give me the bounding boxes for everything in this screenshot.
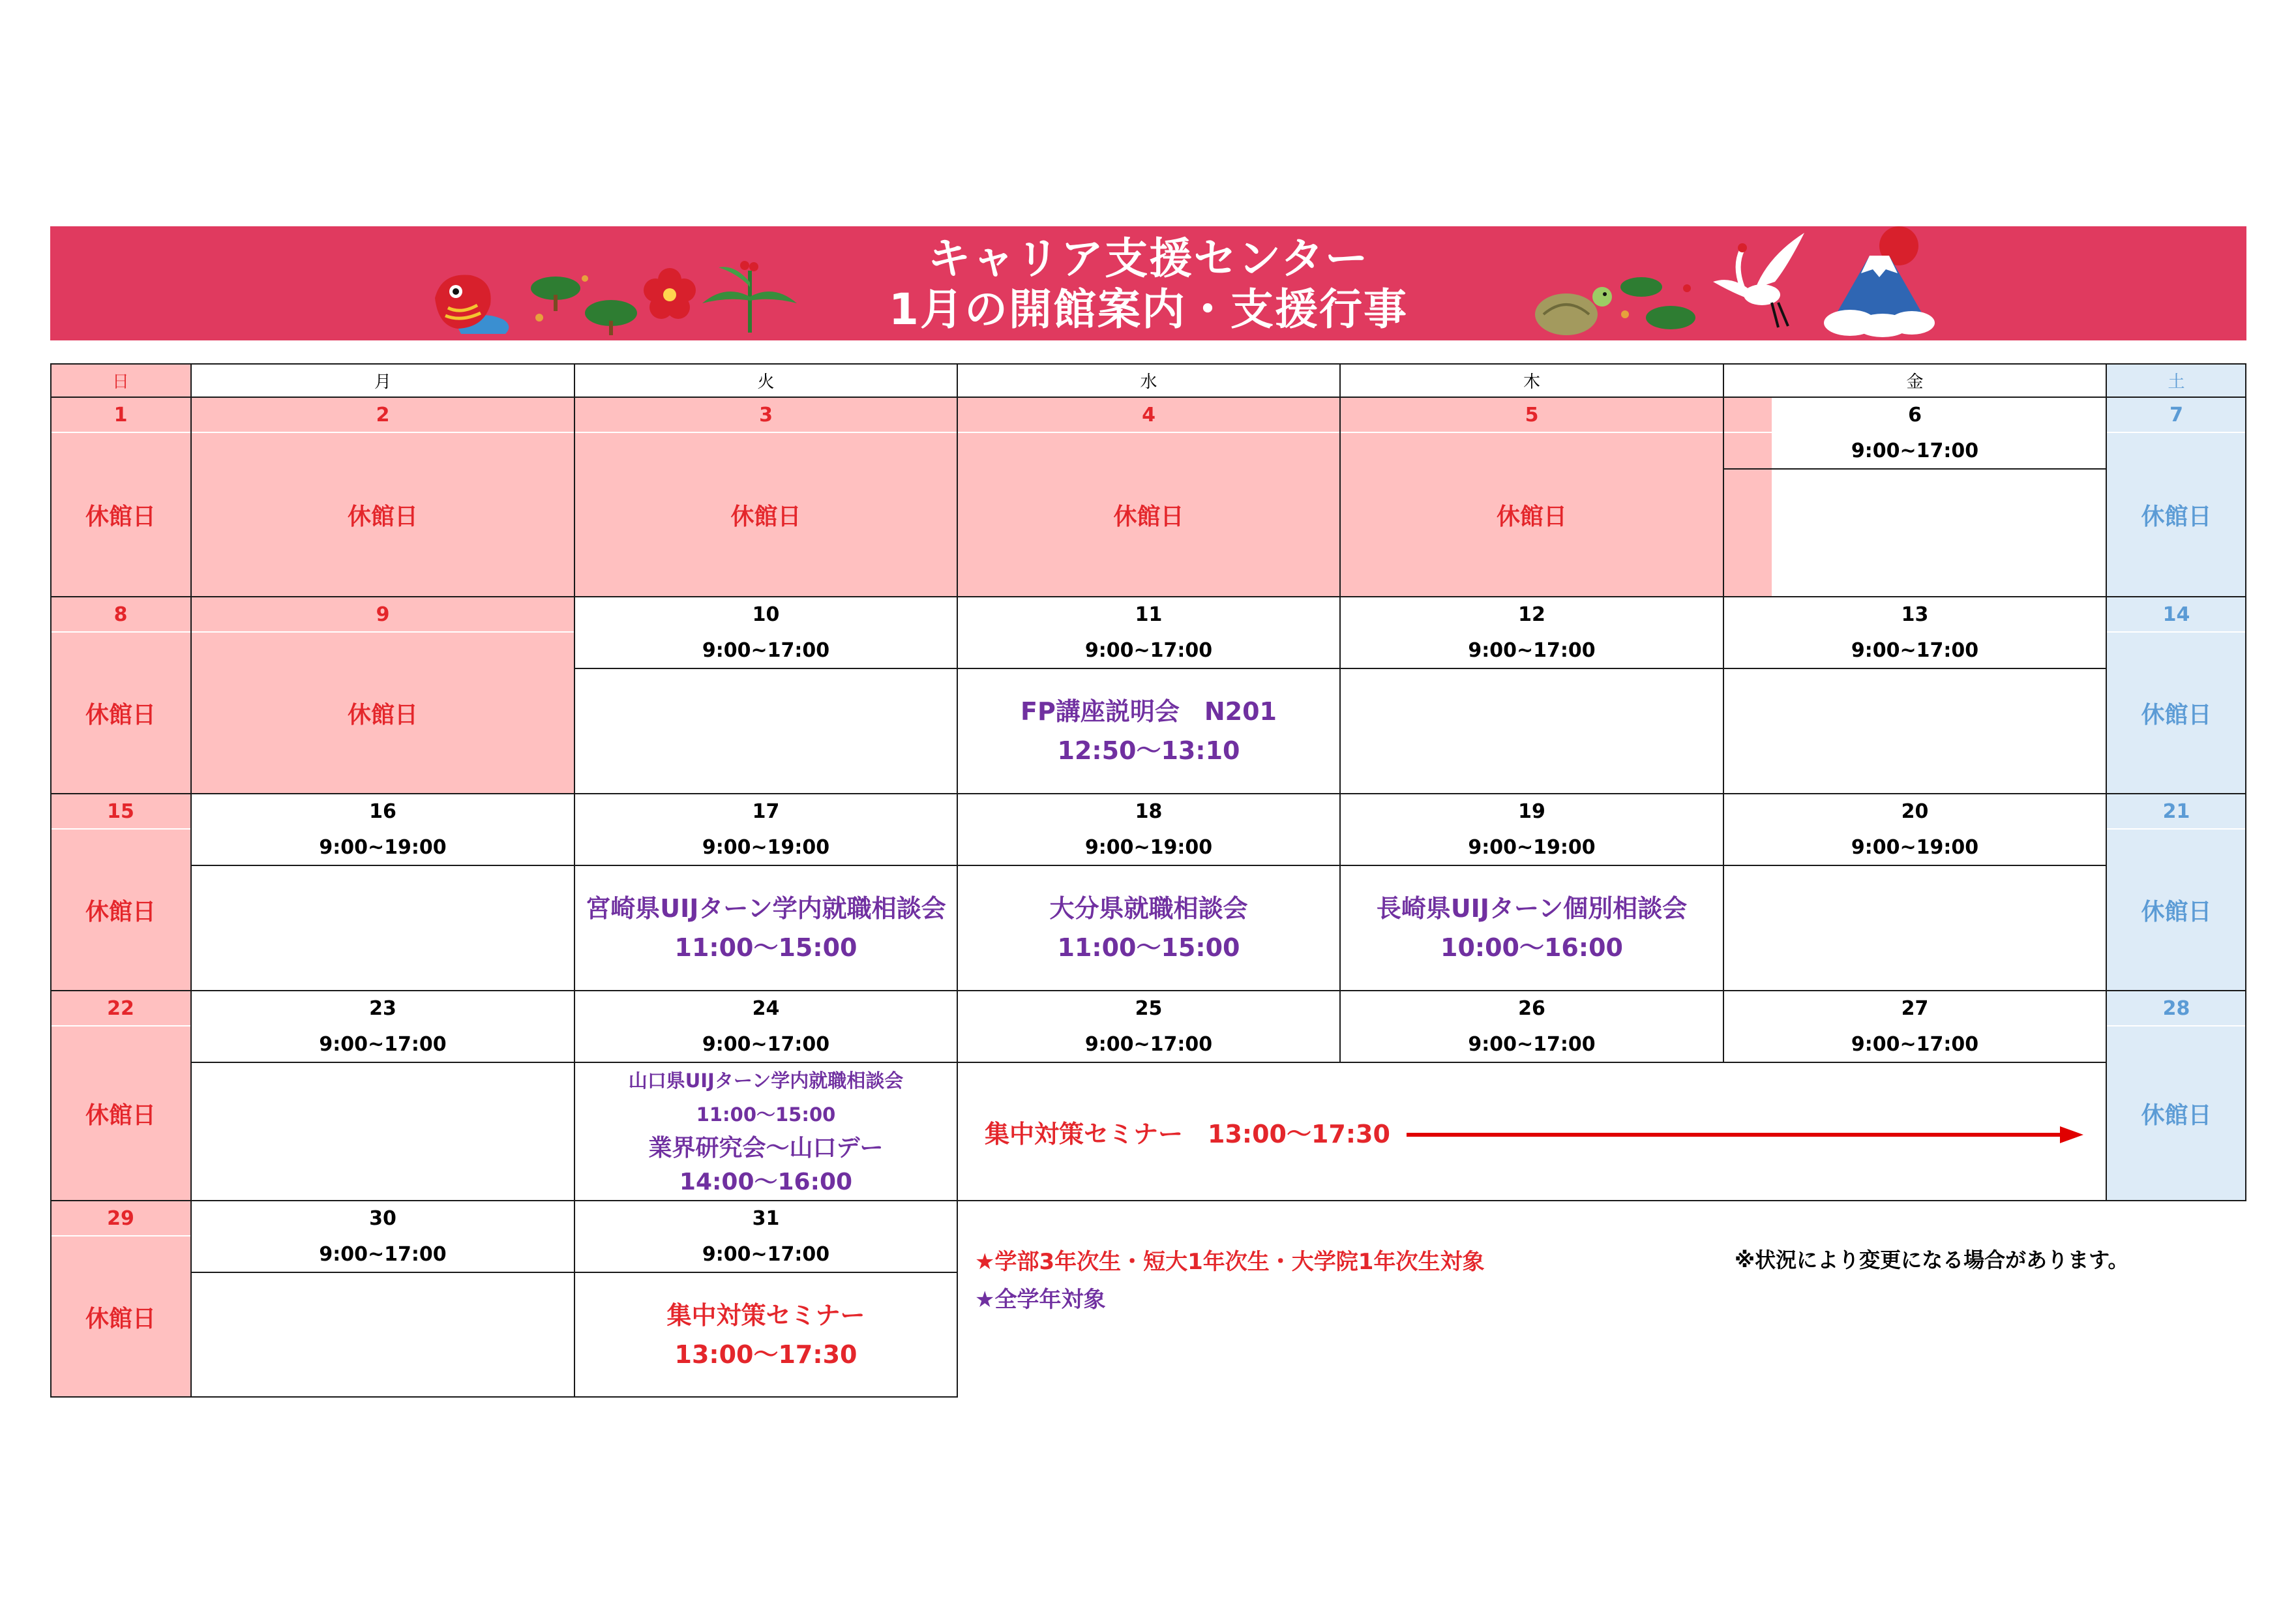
date-number: 27 — [1901, 996, 1929, 1020]
date-number: 2 — [376, 403, 390, 427]
date-number: 12 — [1518, 603, 1545, 626]
opening-hours: 9:00~17:00 — [702, 638, 830, 662]
closed-label: 休館日 — [85, 701, 156, 728]
event-time: 12:50～13:10 — [1057, 736, 1240, 765]
divider — [2106, 828, 2246, 830]
bamboo-icon — [699, 258, 800, 336]
event-oita — [957, 865, 1340, 991]
date-number: 20 — [1901, 800, 1929, 823]
weekday-header-fri: 金 — [1906, 372, 1924, 392]
weekday-header-sat: 土 — [2168, 372, 2185, 392]
event-name: FP講座説明会 N201 — [1021, 697, 1277, 726]
date-number: 4 — [1142, 403, 1155, 427]
opening-hours: 9:00~19:00 — [1084, 835, 1213, 859]
weekday-header-tue: 火 — [757, 372, 775, 392]
closed-label: 休館日 — [85, 1305, 156, 1332]
closed-label: 休館日 — [85, 1101, 156, 1129]
opening-hours: 9:00~19:00 — [702, 835, 830, 859]
closed-label: 休館日 — [2141, 503, 2212, 530]
date-number: 24 — [752, 996, 780, 1020]
event-nagasaki — [1340, 865, 1723, 991]
closed-label: 休館日 — [1496, 503, 1567, 530]
closed-label: 休館日 — [1113, 503, 1184, 530]
event-name: 業界研究会～山口デー — [648, 1135, 884, 1161]
closed-label: 休館日 — [85, 503, 156, 530]
date-number: 14 — [2162, 603, 2190, 626]
date-number: 15 — [107, 800, 134, 823]
date-number: 11 — [1135, 603, 1163, 626]
grid-line — [2106, 363, 2107, 1201]
grid-line — [191, 1062, 2106, 1063]
date-number: 5 — [1525, 403, 1539, 427]
grid-line — [50, 1396, 957, 1398]
closed-label: 休館日 — [2141, 701, 2212, 728]
sea-bream-icon — [422, 262, 520, 337]
event-miyazaki — [574, 865, 957, 991]
weekday-header-mon: 月 — [374, 372, 391, 392]
note-target-upper-years: ★学部3年次生・短大1年次生・大学院1年次生対象 — [975, 1249, 1485, 1275]
divider — [50, 432, 1772, 433]
title-banner — [50, 226, 2246, 340]
divider — [2106, 1025, 2246, 1026]
event-seminar-31 — [574, 1272, 957, 1398]
opening-hours: 9:00~19:00 — [1468, 835, 1596, 859]
date-number: 17 — [752, 800, 780, 823]
event-yamaguchi — [574, 1062, 957, 1201]
opening-hours: 9:00~17:00 — [1851, 439, 1979, 462]
date-number: 18 — [1135, 800, 1163, 823]
opening-hours: 9:00~17:00 — [319, 1032, 447, 1056]
grid-line — [574, 363, 575, 1398]
grid-line — [50, 397, 2246, 398]
grid-line — [2245, 363, 2246, 1201]
date-number: 23 — [369, 996, 396, 1020]
note-disclaimer: ※状況により変更になる場合があります。 — [1735, 1248, 2129, 1272]
grid-line — [50, 596, 2246, 597]
opening-hours: 9:00~19:00 — [319, 835, 447, 859]
plum-blossom-icon — [640, 265, 699, 324]
opening-hours: 9:00~17:00 — [1851, 1032, 1979, 1056]
divider — [50, 631, 574, 633]
date-number: 25 — [1135, 996, 1163, 1020]
date-number: 28 — [2162, 996, 2190, 1020]
date-number: 7 — [2169, 403, 2183, 427]
event-time: 10:00～16:00 — [1440, 933, 1623, 962]
weekday-header-sun: 日 — [112, 372, 129, 392]
event-time: 13:00～17:30 — [674, 1340, 857, 1369]
opening-hours: 9:00~17:00 — [319, 1242, 447, 1266]
event-time: 11:00～15:00 — [674, 933, 857, 962]
opening-hours: 9:00~19:00 — [1851, 835, 1979, 859]
opening-hours: 9:00~17:00 — [1084, 1032, 1213, 1056]
event-fp-seminar — [957, 668, 1340, 794]
date-number: 22 — [107, 996, 134, 1020]
closed-label: 休館日 — [730, 503, 801, 530]
event-name: 集中対策セミナー — [666, 1301, 865, 1330]
date-number: 16 — [369, 800, 396, 823]
opening-hours: 9:00~17:00 — [1851, 638, 1979, 662]
date-number: 26 — [1518, 996, 1545, 1020]
date-number: 1 — [113, 403, 128, 427]
grid-line — [1339, 363, 1341, 1062]
mount-fuji-icon — [1821, 226, 1938, 338]
event-time: 11:00～15:00 — [1057, 933, 1240, 962]
opening-hours: 9:00~17:00 — [1084, 638, 1213, 662]
event-time: 14:00～16:00 — [679, 1169, 853, 1195]
closed-label: 休館日 — [2141, 898, 2212, 925]
date-number: 10 — [752, 603, 780, 626]
seminar-week-label: 集中対策セミナー 13:00～17:30 — [985, 1119, 1390, 1148]
title-line-2: 1月の開館案内・支援行事 — [889, 284, 1408, 335]
date-number: 31 — [752, 1206, 780, 1230]
divider — [2106, 432, 2246, 433]
divider — [50, 1025, 191, 1026]
event-name: 長崎県UIJターン個別相談会 — [1376, 894, 1688, 923]
title-line-1: キャリア支援センター — [927, 233, 1369, 284]
divider — [2106, 631, 2246, 633]
date-number: 8 — [113, 603, 128, 626]
date-number: 6 — [1908, 403, 1922, 427]
weekday-header-wed: 水 — [1140, 372, 1157, 392]
date-number: 30 — [369, 1206, 396, 1230]
event-name: 宮崎県UIJターン学内就職相談会 — [586, 894, 946, 923]
date-number: 3 — [759, 403, 773, 427]
grid-line — [50, 363, 52, 1398]
divider — [50, 1235, 191, 1236]
date-number: 19 — [1518, 800, 1545, 823]
opening-hours: 9:00~17:00 — [702, 1242, 830, 1266]
grid-line — [50, 1200, 2246, 1201]
opening-hours: 9:00~17:00 — [1468, 638, 1596, 662]
closed-label: 休館日 — [347, 701, 418, 728]
closed-label: 休館日 — [347, 503, 418, 530]
opening-hours: 9:00~17:00 — [702, 1032, 830, 1056]
grid-line — [1723, 468, 2106, 470]
date-number: 29 — [107, 1206, 134, 1230]
closed-label: 休館日 — [85, 898, 156, 925]
turtle-icon — [1530, 272, 1615, 337]
date-number: 21 — [2162, 800, 2190, 823]
date-number: 13 — [1901, 603, 1929, 626]
grid-line — [50, 363, 2246, 365]
opening-hours: 9:00~17:00 — [1468, 1032, 1596, 1056]
arrow-right-icon — [1407, 1125, 2085, 1145]
grid-line — [191, 865, 2106, 866]
grid-line — [1723, 363, 1724, 1062]
divider — [50, 828, 191, 830]
grid-line — [190, 363, 192, 1398]
grid-line — [50, 793, 2246, 794]
pine-icon — [1615, 262, 1700, 337]
weekday-header-thu: 木 — [1523, 372, 1540, 392]
event-time: 11:00～15:00 — [696, 1103, 836, 1126]
event-name: 山口県UIJターン学内就職相談会 — [628, 1070, 904, 1092]
grid-line — [50, 990, 2246, 991]
event-name: 大分県就職相談会 — [1049, 894, 1248, 923]
grid-line — [957, 363, 958, 1398]
note-all-years: ★全学年対象 — [975, 1287, 1106, 1313]
date-number: 9 — [376, 603, 390, 626]
crane-icon — [1707, 230, 1817, 337]
closed-label: 休館日 — [2141, 1101, 2212, 1129]
pine-icon — [526, 262, 644, 337]
